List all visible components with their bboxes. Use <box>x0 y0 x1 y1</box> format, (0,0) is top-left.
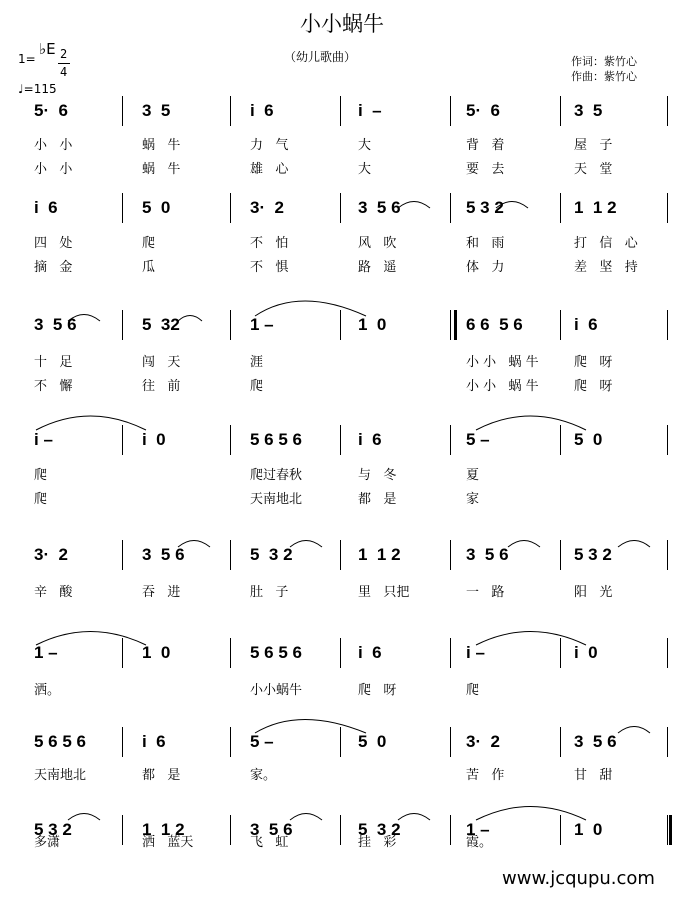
lyric-verse-1: 飞 虹 <box>250 835 289 850</box>
lyric-verse-2: 爬 <box>34 492 48 507</box>
slur <box>618 541 650 548</box>
measure-notes: 3 5 <box>574 101 603 120</box>
measure-notes: i 6 <box>574 315 598 334</box>
lyric-verse-1: 阳 光 <box>574 585 613 600</box>
lyric-verse-1: 洒。 <box>34 683 61 698</box>
lyric-verse-1: 洒 蓝天 <box>142 835 194 850</box>
song-title: 小小蜗牛 <box>300 12 384 36</box>
lyric-verse-1: 一 路 <box>466 585 505 600</box>
measure-notes: 5 6 5 6 <box>250 643 302 662</box>
measure-notes: i – <box>34 430 53 449</box>
lyric-verse-1: 肚 子 <box>250 585 289 600</box>
lyric-verse-1: 甘 甜 <box>574 768 613 783</box>
lyric-verse-2: 不 惧 <box>250 260 289 275</box>
slur <box>476 416 586 430</box>
lyric-verse-2: 爬 呀 <box>574 379 613 394</box>
song-subtitle: （幼儿歌曲） <box>284 50 357 64</box>
slur <box>255 720 366 734</box>
slur <box>290 814 322 821</box>
lyric-verse-1: 力 气 <box>250 138 289 153</box>
measure-notes: i – <box>466 643 485 662</box>
lyric-verse-2: 大 <box>358 162 372 177</box>
measure-notes: 1 0 <box>142 643 171 662</box>
site-watermark: www.jcqupu.com <box>502 868 655 889</box>
measure-notes: 3 5 6 <box>574 732 617 751</box>
measure-notes: 5 32 <box>142 315 180 334</box>
lyric-verse-1: 十 足 <box>34 355 73 370</box>
lyric-verse-1: 屋 子 <box>574 138 613 153</box>
measure-notes: 5 6 5 6 <box>250 430 302 449</box>
measure-notes: 3· 2 <box>466 732 501 751</box>
slur <box>398 202 430 209</box>
lyric-verse-2: 雄 心 <box>250 162 289 177</box>
lyric-verse-2: 瓜 <box>142 260 156 275</box>
lyric-verse-1: 和 雨 <box>466 236 505 251</box>
lyric-verse-1: 里 只把 <box>358 585 410 600</box>
measure-notes: 5 0 <box>358 732 387 751</box>
lyric-verse-1: 风 吹 <box>358 236 397 251</box>
lyric-verse-1: 都 是 <box>142 768 181 783</box>
measure-notes: 5 6 5 6 <box>34 732 86 751</box>
lyric-verse-1: 小 小 <box>34 138 73 153</box>
lyric-verse-2: 要 去 <box>466 162 505 177</box>
lyric-verse-1: 爬 <box>142 236 156 251</box>
lyric-verse-1: 爬 呀 <box>574 355 613 370</box>
lyric-verse-1: 闯 天 <box>142 355 181 370</box>
lyric-verse-1: 爬 <box>466 683 480 698</box>
lyric-verse-1: 爬 呀 <box>358 683 397 698</box>
measure-notes: 1 0 <box>574 820 603 839</box>
key-flat: ♭E <box>39 40 56 58</box>
measure-notes: 3 5 6 <box>142 545 185 564</box>
lyric-verse-2: 路 遥 <box>358 260 397 275</box>
lyric-verse-1: 吞 进 <box>142 585 181 600</box>
time-signature-top: 2 <box>60 47 68 61</box>
measure-notes: 1 1 2 <box>358 545 401 564</box>
lyric-verse-1: 不 怕 <box>250 236 289 251</box>
lyric-verse-1: 挂 彩 <box>358 835 397 850</box>
measure-notes: 5 3 2 <box>34 820 72 839</box>
measure-notes: i 6 <box>358 430 382 449</box>
lyric-verse-2: 都 是 <box>358 492 397 507</box>
measure-notes: 3 5 6 <box>466 545 509 564</box>
measure-notes: 5 3 2 <box>466 198 504 217</box>
measure-notes: i 0 <box>142 430 166 449</box>
lyric-verse-1: 苦 作 <box>466 768 505 783</box>
composer-credit: 作曲：紫竹心 <box>571 70 637 83</box>
slur <box>618 727 650 734</box>
slur <box>68 814 100 821</box>
lyric-verse-1: 多潇 <box>34 835 61 850</box>
lyric-verse-1: 爬 <box>34 468 48 483</box>
measure-notes: 1 – <box>250 315 274 334</box>
slur <box>290 541 322 548</box>
lyric-verse-1: 辛 酸 <box>34 585 73 600</box>
lyric-verse-2: 小 小 <box>34 162 73 177</box>
measure-notes: i 6 <box>34 198 58 217</box>
measure-notes: i 6 <box>250 101 274 120</box>
slur <box>476 807 586 821</box>
measure-notes: 5 – <box>466 430 490 449</box>
measure-notes: 5· 6 <box>466 101 501 120</box>
lyric-verse-1: 天南地北 <box>34 768 87 783</box>
lyric-verse-1: 爬过春秋 <box>250 468 303 483</box>
measure-notes: 6 6 5 6 <box>466 315 523 334</box>
slur <box>508 541 540 548</box>
slur <box>255 301 366 316</box>
lyric-verse-1: 小小蜗牛 <box>250 683 303 698</box>
lyric-verse-2: 往 前 <box>142 379 181 394</box>
lyric-verse-2: 爬 <box>250 379 264 394</box>
slur <box>36 632 146 646</box>
lyric-verse-2: 体 力 <box>466 260 505 275</box>
lyric-verse-2: 差 坚 持 <box>574 260 638 275</box>
slur <box>476 632 586 646</box>
lyric-verse-1: 家。 <box>250 768 277 783</box>
tempo-marking: ♩=115 <box>18 82 57 96</box>
lyric-verse-1: 涯 <box>250 355 264 370</box>
measure-notes: 5 0 <box>142 198 171 217</box>
measure-notes: 3· 2 <box>250 198 285 217</box>
measure-notes: i 0 <box>574 643 598 662</box>
measure-notes: 3 5 6 <box>358 198 401 217</box>
time-signature-bottom: 4 <box>60 65 68 79</box>
measure-notes: i 6 <box>358 643 382 662</box>
measure-notes: 5 – <box>250 732 274 751</box>
measure-notes: 3 5 <box>142 101 171 120</box>
measure-notes: i – <box>358 101 382 120</box>
lyric-verse-1: 背 着 <box>466 138 505 153</box>
lyric-verse-1: 与 冬 <box>358 468 397 483</box>
slur <box>68 315 100 322</box>
lyric-verse-2: 摘 金 <box>34 260 73 275</box>
key-signature: 1= <box>18 52 36 66</box>
measure-notes: i 6 <box>142 732 166 751</box>
lyric-verse-2: 不 懈 <box>34 379 73 394</box>
lyric-verse-1: 蜗 牛 <box>142 138 181 153</box>
measure-notes: 1 0 <box>358 315 387 334</box>
lyric-verse-1: 霞。 <box>466 835 493 850</box>
lyricist-credit: 作词：紫竹心 <box>571 55 637 68</box>
lyric-verse-2: 天 堂 <box>574 162 613 177</box>
measure-notes: 1 – <box>466 820 490 839</box>
measure-notes: 5 3 2 <box>574 545 612 564</box>
lyric-verse-1: 打 信 心 <box>574 236 638 251</box>
lyric-verse-1: 夏 <box>466 468 480 483</box>
slur <box>178 541 210 548</box>
measure-notes: 3· 2 <box>34 545 69 564</box>
lyric-verse-2: 小 小 蜗 牛 <box>466 379 539 394</box>
slur <box>178 316 202 322</box>
measure-notes: 5 3 2 <box>358 820 401 839</box>
lyric-verse-2: 天南地北 <box>250 492 303 507</box>
slur <box>36 416 146 430</box>
measure-notes: 5 3 2 <box>250 545 293 564</box>
measure-notes: 5· 6 <box>34 101 69 120</box>
measure-notes: 5 0 <box>574 430 603 449</box>
measure-notes: 1 1 2 <box>142 820 185 839</box>
lyric-verse-1: 四 处 <box>34 236 73 251</box>
lyric-verse-1: 大 <box>358 138 372 153</box>
measure-notes: 1 1 2 <box>574 198 617 217</box>
measure-notes: 1 – <box>34 643 58 662</box>
slur <box>496 202 528 209</box>
lyric-verse-1: 小 小 蜗 牛 <box>466 355 539 370</box>
lyric-verse-2: 家 <box>466 492 480 507</box>
lyric-verse-2: 蜗 牛 <box>142 162 181 177</box>
measure-notes: 3 5 6 <box>250 820 293 839</box>
slur <box>398 814 430 821</box>
measure-notes: 3 5 6 <box>34 315 77 334</box>
